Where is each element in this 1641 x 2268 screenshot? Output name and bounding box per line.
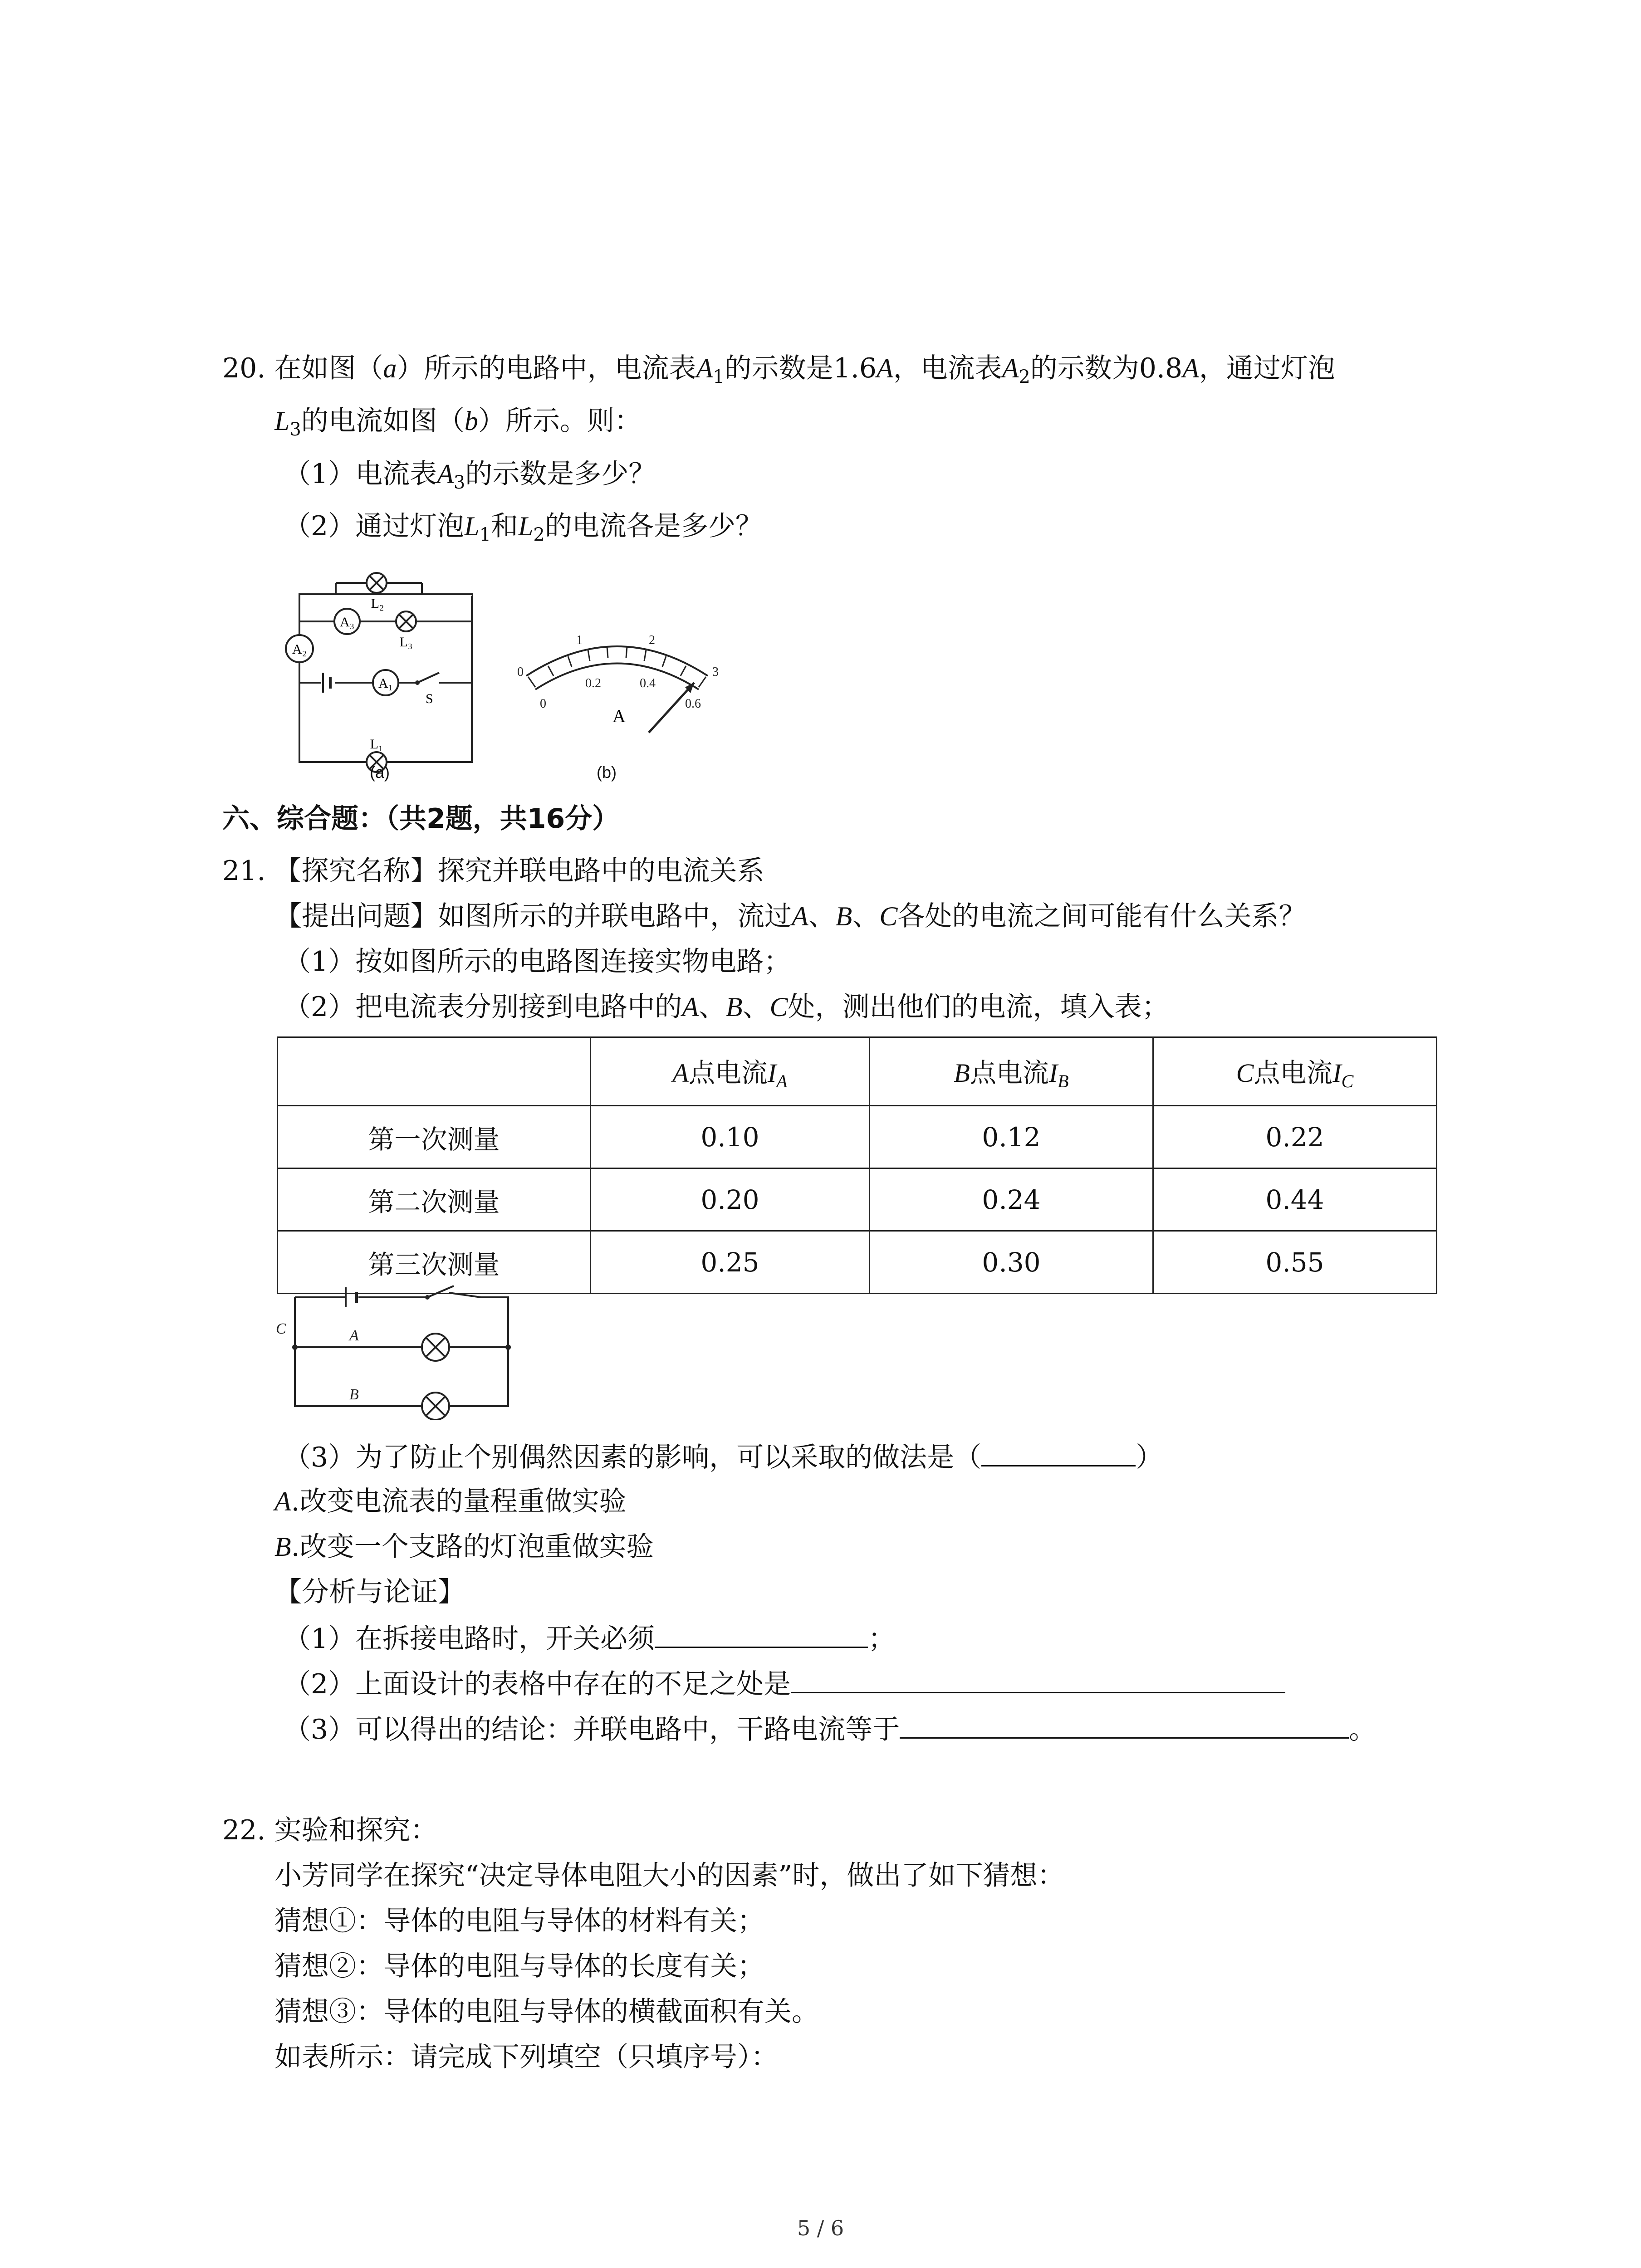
- page-number: 5 / 6: [797, 2216, 844, 2240]
- option-b: B.改变一个支路的灯泡重做实验: [274, 1531, 654, 1563]
- cell-b: 0.12: [870, 1106, 1153, 1168]
- cell-b: 0.30: [870, 1231, 1153, 1294]
- analysis-heading: 【分析与论证】: [274, 1576, 465, 1608]
- q21-step-3: （3）为了防止个别偶然因素的影响，可以采取的做法是（ ）: [284, 1438, 1163, 1476]
- measurement-table: [277, 1036, 1437, 1294]
- option-a: A.改变电流表的量程重做实验: [274, 1486, 627, 1517]
- cell-a: 0.10: [591, 1106, 870, 1168]
- tick-top-0: 0: [517, 665, 524, 679]
- table-row: [278, 1106, 1437, 1168]
- q22-guess-3: 猜想③：导体的电阻与导体的横截面积有关。: [274, 1996, 819, 2028]
- table-header-a: A点电流$I_A$: [591, 1037, 870, 1106]
- label-l3: L₃: [399, 635, 413, 650]
- ammeter-a1: [373, 670, 398, 695]
- cell-b: 0.24: [870, 1168, 1153, 1231]
- cell-c: 0.55: [1153, 1231, 1437, 1294]
- tick-top-1: 1: [576, 633, 583, 647]
- lamp-l3: [396, 611, 416, 631]
- q20-part-2: （2）通过灯泡$L_1$和$L_2$的电流各是多少？: [284, 510, 763, 545]
- row-label: 第二次测量: [278, 1168, 591, 1231]
- label-l2: L₂: [371, 596, 384, 611]
- caption-a: (a): [370, 763, 390, 782]
- analysis-1: （1）在拆接电路时，开关必须 ；: [284, 1619, 895, 1657]
- tick-top-3: 3: [712, 665, 719, 679]
- lamp-l-top: [367, 573, 387, 593]
- cell-c: 0.22: [1153, 1106, 1437, 1168]
- table-header-b: B点电流$I_B$: [870, 1037, 1153, 1106]
- label-b: B: [349, 1386, 359, 1403]
- caption-b: (b): [597, 763, 617, 782]
- tick-top-2: 2: [649, 633, 655, 647]
- lamp-upper: [422, 1334, 449, 1361]
- label-l1: L₁: [370, 737, 383, 752]
- answer-blank-a1[interactable]: [655, 1619, 868, 1648]
- q22-guess-2: 猜想②：导体的电阻与导体的长度有关；: [274, 1950, 764, 1982]
- q21-step-1: （1）按如图所示的电路图连接实物电路；: [284, 946, 791, 978]
- svg-text:A₂: A₂: [292, 642, 307, 657]
- table-header-empty: [278, 1037, 591, 1106]
- answer-blank-3[interactable]: [981, 1438, 1136, 1466]
- tick-bot-02: 0.2: [585, 676, 601, 690]
- cell-a: 0.25: [591, 1231, 870, 1294]
- q22-line-2: 小芳同学在探究“决定导体电阻大小的因素”时，做出了如下猜想：: [274, 1860, 1065, 1892]
- parallel-circuit-diagram: [268, 1284, 513, 1420]
- tick-bot-04: 0.4: [640, 676, 656, 690]
- battery: [321, 671, 335, 694]
- svg-text:A₁: A₁: [378, 676, 393, 691]
- q21-line-1: 21. 【探究名称】探究并联电路中的电流关系: [222, 855, 764, 887]
- label-a: A: [349, 1327, 359, 1344]
- table-row: [278, 1168, 1437, 1231]
- q20-line-1: 20. 在如图（a）所示的电路中，电流表$A_1$的示数是1.6A，电流表$A_2$的示数为0.8A，通过灯泡: [222, 352, 1335, 387]
- tick-bot-06: 0.6: [685, 697, 701, 711]
- battery: [346, 1287, 357, 1307]
- q21-step-2: （2）把电流表分别接到电路中的A、B、C处，测出他们的电流，填入表；: [284, 991, 1169, 1023]
- ammeter-dial-b: [499, 603, 735, 748]
- section-heading: 六、综合题：（共2题，共16分）: [222, 803, 620, 835]
- q21-line-2: 【提出问题】如图所示的并联电路中，流过A、B、C各处的电流之间可能有什么关系？: [274, 900, 1306, 932]
- cell-a: 0.20: [591, 1168, 870, 1231]
- q22-guess-1: 猜想①：导体的电阻与导体的材料有关；: [274, 1905, 764, 1937]
- ammeter-a3: [334, 609, 360, 634]
- analysis-2: （2）上面设计的表格中存在的不足之处是: [284, 1665, 1285, 1702]
- circuit-diagram-a: [272, 562, 485, 789]
- svg-text:A₃: A₃: [339, 615, 355, 630]
- q20-part-1: （1）电流表$A_3$的示数是多少？: [284, 458, 656, 493]
- lamp-lower: [422, 1393, 449, 1420]
- label-c: C: [276, 1320, 286, 1337]
- cell-c: 0.44: [1153, 1168, 1437, 1231]
- q20-line-2: $L_3$的电流如图（b）所示。则：: [274, 405, 642, 440]
- answer-blank-a3[interactable]: [900, 1710, 1349, 1739]
- table-header-c: C点电流$I_C$: [1153, 1037, 1437, 1106]
- switch-s: [415, 673, 439, 687]
- answer-blank-a2[interactable]: [791, 1665, 1285, 1693]
- q22-line-6: 如表所示：请完成下列填空（只填序号）：: [274, 2041, 778, 2073]
- tick-bot-0: 0: [540, 697, 546, 711]
- dial-unit: A: [612, 706, 626, 726]
- q22-line-1: 22. 实验和探究：: [222, 1814, 438, 1846]
- row-label: 第三次测量: [278, 1231, 591, 1294]
- row-label: 第一次测量: [278, 1106, 591, 1168]
- analysis-3: （3）可以得出的结论：并联电路中，干路电流等于 。: [284, 1710, 1376, 1748]
- label-s: S: [426, 691, 433, 706]
- table-header-row: [278, 1037, 1437, 1106]
- ammeter-a2: [286, 635, 313, 662]
